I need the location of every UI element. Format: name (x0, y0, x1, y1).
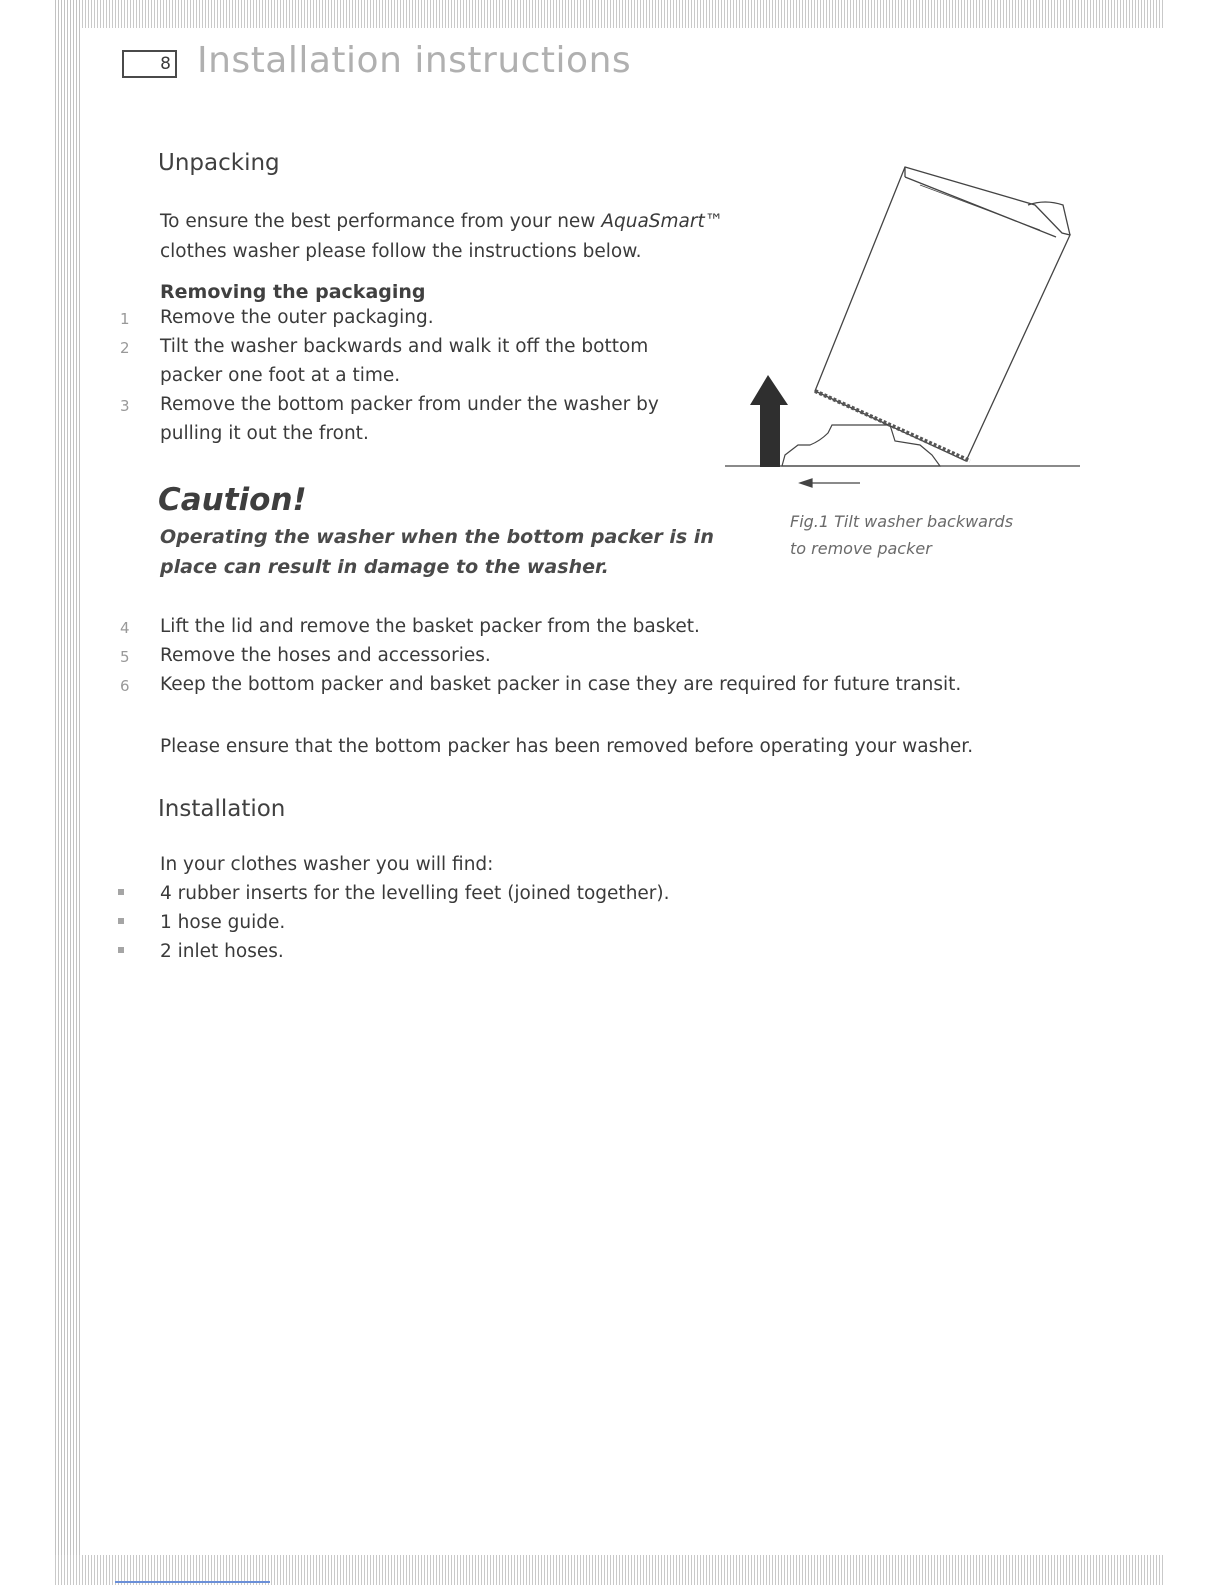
intro-text: To ensure the best performance from your new (160, 211, 602, 232)
tilt-washer-figure (720, 155, 1090, 495)
step-3-text-line-1: Remove the bottom packer from under the washer by (160, 394, 659, 415)
step-number: 3 (120, 397, 130, 415)
step-number: 5 (120, 648, 130, 666)
step-5-text: Remove the hoses and accessories. (160, 645, 491, 666)
installation-item: 1 hose guide. (160, 912, 286, 933)
bullet-icon (118, 947, 124, 953)
bullet-icon (118, 918, 124, 924)
unpacking-heading: Unpacking (158, 150, 280, 176)
step-3-text-line-2: pulling it out the front. (160, 423, 369, 444)
page-title: Installation instructions (197, 40, 632, 81)
step-number: 6 (120, 677, 130, 695)
step-6-text: Keep the bottom packer and basket packer in case they are required for future transit. (160, 674, 962, 695)
figure-caption-line-2: to remove packer (790, 539, 932, 558)
up-arrow (750, 375, 788, 467)
bullet-icon (118, 889, 124, 895)
bottom-packer (782, 391, 970, 466)
left-arrow (800, 479, 860, 487)
page-number: 8 (160, 54, 171, 74)
unpacking-intro-line-2: clothes washer please follow the instructions below. (160, 241, 642, 262)
page-number-box (122, 50, 177, 78)
step-number: 1 (120, 310, 130, 328)
caution-heading: Caution! (158, 482, 307, 518)
brand-name: AquaSmart™ (601, 211, 724, 232)
installation-item: 4 rubber inserts for the levelling feet (joined together). (160, 883, 670, 904)
caution-text-line-2: place can result in damage to the washer. (160, 556, 609, 578)
step-4-text: Lift the lid and remove the basket packer from the basket. (160, 616, 700, 637)
scan-border-top (55, 0, 1165, 28)
step-1-text: Remove the outer packaging. (160, 307, 434, 328)
removing-packaging-heading: Removing the packaging (160, 281, 426, 303)
step-number: 4 (120, 619, 130, 637)
step-2-text-line-2: packer one foot at a time. (160, 365, 401, 386)
figure-caption-line-1: Fig.1 Tilt washer backwards (790, 512, 1014, 531)
unpacking-intro-line-1 (160, 207, 723, 236)
packer-removal-note: Please ensure that the bottom packer has been removed before operating your washer. (160, 736, 974, 757)
caution-text-line-1: Operating the washer when the bottom packer is in (160, 526, 714, 548)
bottom-link-underline (115, 1581, 270, 1583)
step-2-text-line-1: Tilt the washer backwards and walk it off the bottom (160, 336, 649, 357)
installation-heading: Installation (158, 796, 286, 822)
step-number: 2 (120, 339, 130, 357)
scan-border-left (55, 0, 82, 1585)
washer-body (815, 167, 1070, 461)
installation-item: 2 inlet hoses. (160, 941, 284, 962)
installation-intro: In your clothes washer you will find: (160, 854, 494, 875)
